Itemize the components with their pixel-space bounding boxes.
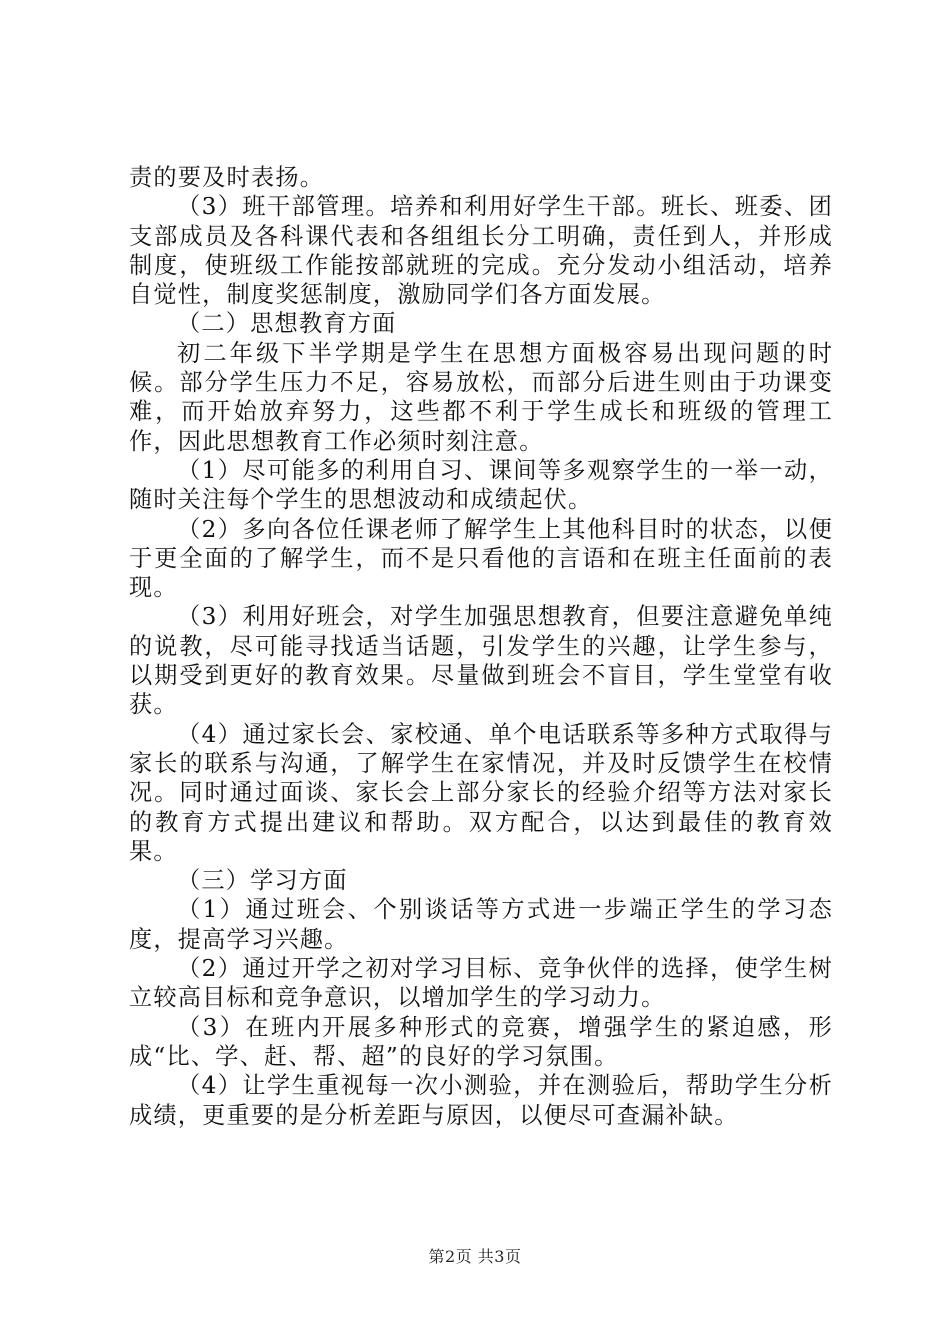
paragraph-class-cadre-management: （3）班干部管理。培养和利用好学生干部。班长、班委、团支部成员及各科课代表和各组组长分工明确，责任到人，并形成制度，使班级工作能按部就班的完成。充分发动小组活动，培养自觉性，制度奖惩制度，激励同学们各方面发展。 [129,193,833,309]
section-heading-study: （三）学习方面 [177,867,348,895]
document-body [129,163,833,1130]
paragraph-study-item-4: （4）让学生重视每一次小测验，并在测验后，帮助学生分析成绩，更重要的是分析差距与原因，以便尽可查漏补缺。 [129,1072,833,1129]
page-number-footer: 第2页 共3页 [428,1247,522,1266]
paragraph-ideological-intro: 初二年级下半学期是学生在思想方面极容易出现问题的时候。部分学生压力不足，容易放松，而部分后进生则由于功课变难，而开始放弃努力，这些都不利于学生成长和班级的管理工作，因此思想教育工作必须时刻注意。 [129,339,833,455]
paragraph-ideological-item-4: （4）通过家长会、家校通、单个电话联系等多种方式取得与家长的联系与沟通，了解学生在家情况，并及时反馈学生在校情况。同时通过面谈、家长会上部分家长的经验介绍等方法对家长的教育方式提出建议和帮助。双方配合，以达到最佳的教育效果。 [129,720,833,865]
paragraph-continuation: 责的要及时表扬。 [129,164,325,191]
section-heading-ideological-education: （二）思想教育方面 [177,310,397,338]
paragraph-study-item-1: （1）通过班会、个别谈话等方式进一步端正学生的学习态度，提高学习兴趣。 [129,896,833,953]
paragraph-ideological-item-2: （2）多向各位任课老师了解学生上其他科目时的状态，以便于更全面的了解学生，而不是只看他的言语和在班主任面前的表现。 [129,515,833,602]
paragraph-ideological-item-1: （1）尽可能多的利用自习、课间等多观察学生的一举一动，随时关注每个学生的思想波动和成绩起伏。 [129,456,833,514]
paragraph-ideological-item-3: （3）利用好班会，对学生加强思想教育，但要注意避免单纯的说教，尽可能寻找适当话题，引发学生的兴趣，让学生参与，以期受到更好的教育效果。尽量做到班会不盲目，学生堂堂有收获。 [129,603,833,719]
paragraph-study-item-3: （3）在班内开展多种形式的竞赛，增强学生的紧迫感，形成“比、学、赶、帮、超”的良好的学习氛围。 [129,1013,833,1070]
paragraph-study-item-2: （2）通过开学之初对学习目标、竞争伙伴的选择，使学生树立较高目标和竞争意识，以增加学生的学习动力。 [129,955,833,1012]
